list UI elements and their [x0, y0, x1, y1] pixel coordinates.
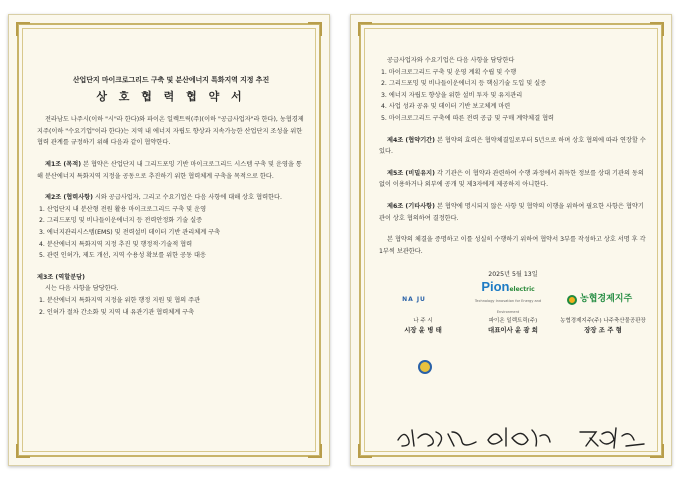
list-item: 4. 사업 성과 공유 및 데이터 기반 보고체계 마련 [381, 103, 511, 111]
closing-statement: 본 협약의 체결을 증명하고 이를 성실히 수행하기 위하여 협약서 3부를 작성하고 상호 서명 후 각 1부씩 보관한다. [379, 236, 646, 255]
signer-rep: 시장 윤 병 태 [404, 325, 442, 334]
article-1 [37, 159, 305, 182]
article-6 [379, 201, 647, 224]
signer-pion [469, 317, 557, 335]
agreement-page-right [350, 14, 672, 466]
pion-electric-logo [468, 281, 548, 319]
signer-org: 나 주 시 [413, 317, 433, 324]
nh-logo-text: 농협경제지주 [580, 294, 633, 305]
article-4-heading: 제4조 (협약기간) [387, 136, 435, 144]
pion-logo-text: Pion [481, 279, 510, 295]
corner-ornament [650, 22, 664, 36]
article-3-heading: 제3조 (역할분담) [37, 273, 85, 281]
right-page-content [379, 55, 647, 447]
article-5-text: 각 기관은 이 협약과 관련하여 수행 과정에서 취득한 정보를 상대 기관의 동의 없이 이용하거나 외부에 공개 및 제3자에게 제공하지 아니한다. [379, 169, 644, 189]
article-2-list [39, 204, 305, 262]
list-item: 1. 분산에너지 특화지역 지정을 위한 행정 지원 및 협의 주관 [39, 296, 201, 304]
intro-paragraph: 전라남도 나주시(이하 "시"라 한다)와 파이온 일렉트릭(주)(이하 "공급사업자"라 한다), 농협경제지주(이하 "수요기업"이라 한다)는 지역 내 에너지 자립도 향상과 지속가능한 산업단지 조성을 위한 협력 관계를 규정하기 위해 다음과 같이 협약한다. [37, 116, 304, 147]
article-2-heading: 제2조 (협력사항) [45, 194, 93, 202]
list-item: 5. 관련 인허가, 제도 개선, 지역 수용성 확보를 위한 공동 대응 [39, 252, 206, 260]
article-4 [379, 135, 647, 158]
list-item: 2. 그리드포밍 및 비나들이운에너지 등 전력안정화 기술 실증 [39, 217, 203, 225]
article-3-list [39, 295, 305, 318]
left-page-content [37, 39, 305, 447]
list-item: 3. 에너지 자립도 향상을 위한 설비 투자 및 유지관리 [381, 91, 523, 99]
list-item: 3. 에너지관리시스템(EMS) 및 전력설비 데이터 기반 관리체계 구축 [39, 228, 221, 236]
agreement-subtitle: 산업단지 마이크로그리드 구축 및 분산에너지 특화지역 지정 추진 [72, 76, 270, 84]
handwritten-signatures [0, 418, 680, 458]
corner-ornament [16, 22, 30, 36]
signer-rep: 장장 조 주 형 [584, 325, 622, 334]
list-item: 2. 인허가 절차 간소화 및 지역 내 유관기관 협력체계 구축 [39, 308, 195, 316]
signer-rep: 대표이사 윤 광 희 [488, 325, 538, 334]
signature-strip [0, 418, 680, 458]
signing-date: 2025년 5월 13일 [488, 271, 538, 279]
nh-mark-icon [567, 295, 577, 305]
naju-city-logo [379, 294, 449, 306]
list-item: 2. 그리드포밍 및 비나들이운에너지 등 핵심기술 도입 및 실증 [381, 80, 547, 88]
list-item: 1. 산업단지 내 분산형 전원 활용 마이크로그리드 구축 및 운영 [39, 205, 207, 213]
article-2-text: 시와 공급사업자, 그리고 수요기업은 다음 사항에 대해 상호 협력한다. [92, 194, 282, 202]
corner-ornament [308, 22, 322, 36]
article-6-text: 본 협약에 명시되지 않은 사항 및 협약의 이행을 위하여 필요한 사항은 협약기관이 상호 협의하여 결정한다. [379, 202, 644, 222]
article-4-text: 본 협약의 효력은 협약체결일로부터 5년으로 하며 상호 협의에 따라 연장할 수 있다. [379, 136, 646, 156]
nh-logo [567, 294, 647, 306]
article-5 [379, 168, 647, 191]
signer-org: 농협경제지주(주) 나주축산물공판장 [560, 317, 646, 324]
signatory-block [379, 317, 647, 335]
naju-logo-text: NA JU [402, 296, 426, 304]
article-1-heading: 제1조 (목적) [45, 160, 82, 168]
pion-tagline: Technology Innovation for Energy and Environment [474, 298, 542, 315]
list-item: 1. 마이크로그리드 구축 및 운영 계획 수립 및 수행 [381, 68, 517, 76]
pion-logo-sub: electric [509, 286, 535, 294]
list-item: 5. 마이크로그리드 구축에 따른 전력 공급 및 구매 계약체결 협력 [381, 114, 555, 122]
article-3 [37, 272, 305, 318]
article-1-text: 본 협약은 산업단지 내 그리드포밍 기반 마이크로그리드 시스템 구축 및 운영을 통해 분산에너지 특화지역 지정을 공동으로 추진하기 위한 협력체계 구축을 목적으로 한다. [37, 160, 302, 180]
signer-naju [379, 317, 467, 335]
agreement-page-left [8, 14, 330, 466]
signature-naju-mayor [398, 430, 476, 446]
agreement-title: 상 호 협 력 협 약 서 [96, 89, 246, 103]
logo-row [379, 279, 647, 315]
signature-nh-director [580, 428, 644, 448]
naju-emblem-icon [416, 360, 434, 374]
supplier-intro: 공급사업자와 수요기업은 다음 사항을 담당한다 [387, 57, 515, 64]
corner-ornament [358, 22, 372, 36]
signer-nh [559, 317, 647, 335]
list-item: 4. 분산에너지 특화지역 지정 추진 및 행정적·기술적 협력 [39, 240, 193, 248]
article-3-intro: 시는 다음 사항을 담당한다. [45, 285, 119, 293]
signer-org: 파이온 일렉트릭(주) [488, 317, 538, 324]
article-2 [37, 192, 305, 262]
article-6-heading: 제6조 (기타사항) [387, 202, 435, 210]
signature-pion-ceo [488, 428, 550, 446]
article-5-heading: 제5조 (비밀유지) [387, 169, 435, 177]
supplier-duties-list [381, 67, 647, 125]
